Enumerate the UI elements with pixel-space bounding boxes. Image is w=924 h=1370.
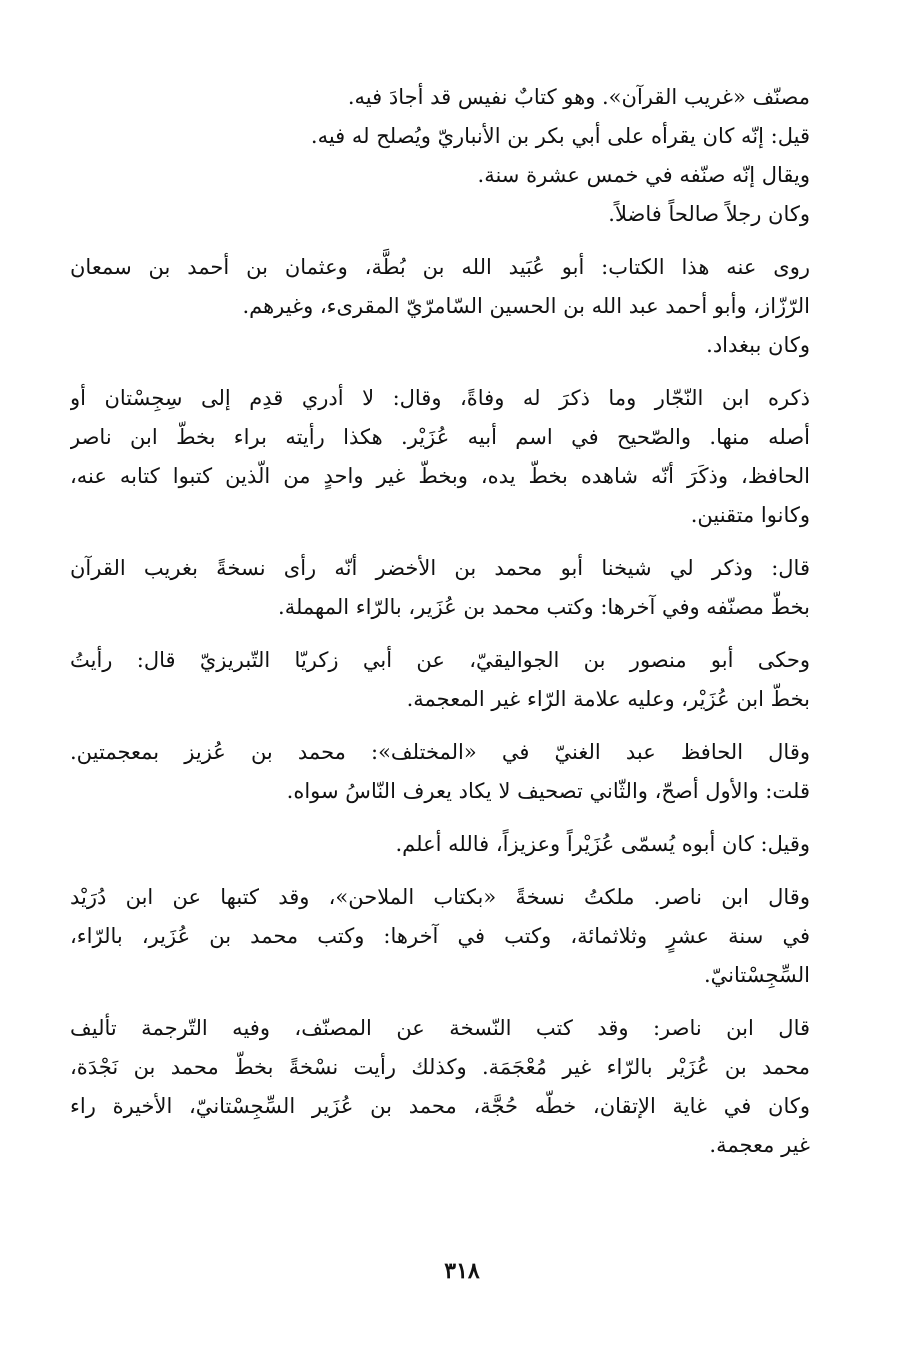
- text-line: غير معجمة.: [709, 1133, 810, 1157]
- text-line: روى عنه هذا الكتاب: أبو عُبَيد الله بن بُطَّة، وعثمان بن أحمد بن سمعان: [70, 255, 810, 279]
- paragraph: [70, 878, 810, 995]
- text-line: السِّجِسْتانيّ.: [703, 963, 810, 987]
- text-line: وقال الحافظ عبد الغنيّ في «المختلف»: محمد بن عُزيز بمعجمتين.: [70, 740, 810, 764]
- text-line: الرّزّاز، وأبو أحمد عبد الله بن الحسين السّامرّيّ المقرىء، وغيرهم.: [242, 294, 810, 318]
- text-line: قيل: إنّه كان يقرأه على أبي بكر بن الأنباريّ ويُصلح له فيه.: [310, 124, 810, 148]
- text-line: قال: وذكر لي شيخنا أبو محمد بن الأخضر أنّه رأى نسخةً بغريب القرآن: [70, 556, 810, 580]
- text-line: وكان في غاية الإتقان، خطّه حُجَّة، محمد بن عُزَير السِّجِسْتانيّ، الأخيرة راء: [70, 1094, 810, 1118]
- paragraph: [70, 825, 810, 864]
- text-line: أصله منها. والصّحيح في اسم أبيه عُزَيْر. هكذا رأيته براء بخطّ ابن ناصر: [70, 425, 810, 449]
- paragraph: [70, 549, 810, 627]
- text-line: بخطّ مصنّفه وفي آخرها: وكتب محمد بن عُزَير، بالرّاء المهملة.: [278, 595, 810, 619]
- page-body: [70, 78, 810, 1308]
- text-line: قلت: والأول أصحّ، والثّاني تصحيف لا يكاد يعرف النّاسُ سواه.: [286, 779, 810, 803]
- text-line: مصنّف «غريب القرآن». وهو كتابٌ نفيس قد أجادَ فيه.: [347, 85, 810, 109]
- paragraph: [70, 379, 810, 535]
- text-line: قال ابن ناصر: وقد كتب النّسخة عن المصنّف، وفيه التّرجمة تأليف: [70, 1016, 810, 1040]
- text-line: الحافظ، وذكَرَ أنّه شاهده بخطّ يده، وبخطّ غير واحدٍ من الّذين كتبوا كتابه عنه،: [70, 464, 810, 488]
- text-line: وحكى أبو منصور بن الجواليقيّ، عن أبي زكريّا التّبريزيّ قال: رأيتُ: [70, 648, 810, 672]
- paragraph: [70, 733, 810, 811]
- text-line: وكانوا متقنين.: [690, 503, 810, 527]
- text-line: وقال ابن ناصر. ملكتُ نسخةً «بكتاب الملاحن»، وقد كتبها عن ابن دُرَيْد: [70, 885, 810, 909]
- text-line: وقيل: كان أبوه يُسمّى عُزَيْراً وعزيزاً، فالله أعلم.: [395, 832, 810, 856]
- paragraph: [70, 1009, 810, 1165]
- paragraph: [70, 78, 810, 234]
- text-line: وكان رجلاً صالحاً فاضلاً.: [608, 202, 810, 226]
- text-line: ذكره ابن النّجّار وما ذكرَ له وفاةً، وقال: لا أدري قدِم إلى سِجِسْتان أو: [70, 386, 810, 410]
- text-line: بخطّ ابن عُزَيْر، وعليه علامة الرّاء غير المعجمة.: [406, 687, 810, 711]
- text-line: في سنة عشرٍ وثلاثمائة، وكتب في آخرها: وكتب محمد بن عُزَير، بالرّاء،: [70, 924, 810, 948]
- text-line: محمد بن عُزَيْر بالرّاء غير مُعْجَمَة. وكذلك رأيت نسْخةً بخطّ محمد بن نَجْدَة،: [70, 1055, 810, 1079]
- paragraph: [70, 641, 810, 719]
- text-line: ويقال إنّه صنّفه في خمس عشرة سنة.: [477, 163, 810, 187]
- page-number: ٣١٨: [444, 1258, 480, 1284]
- paragraph: [70, 248, 810, 365]
- text-line: وكان ببغداد.: [706, 333, 810, 357]
